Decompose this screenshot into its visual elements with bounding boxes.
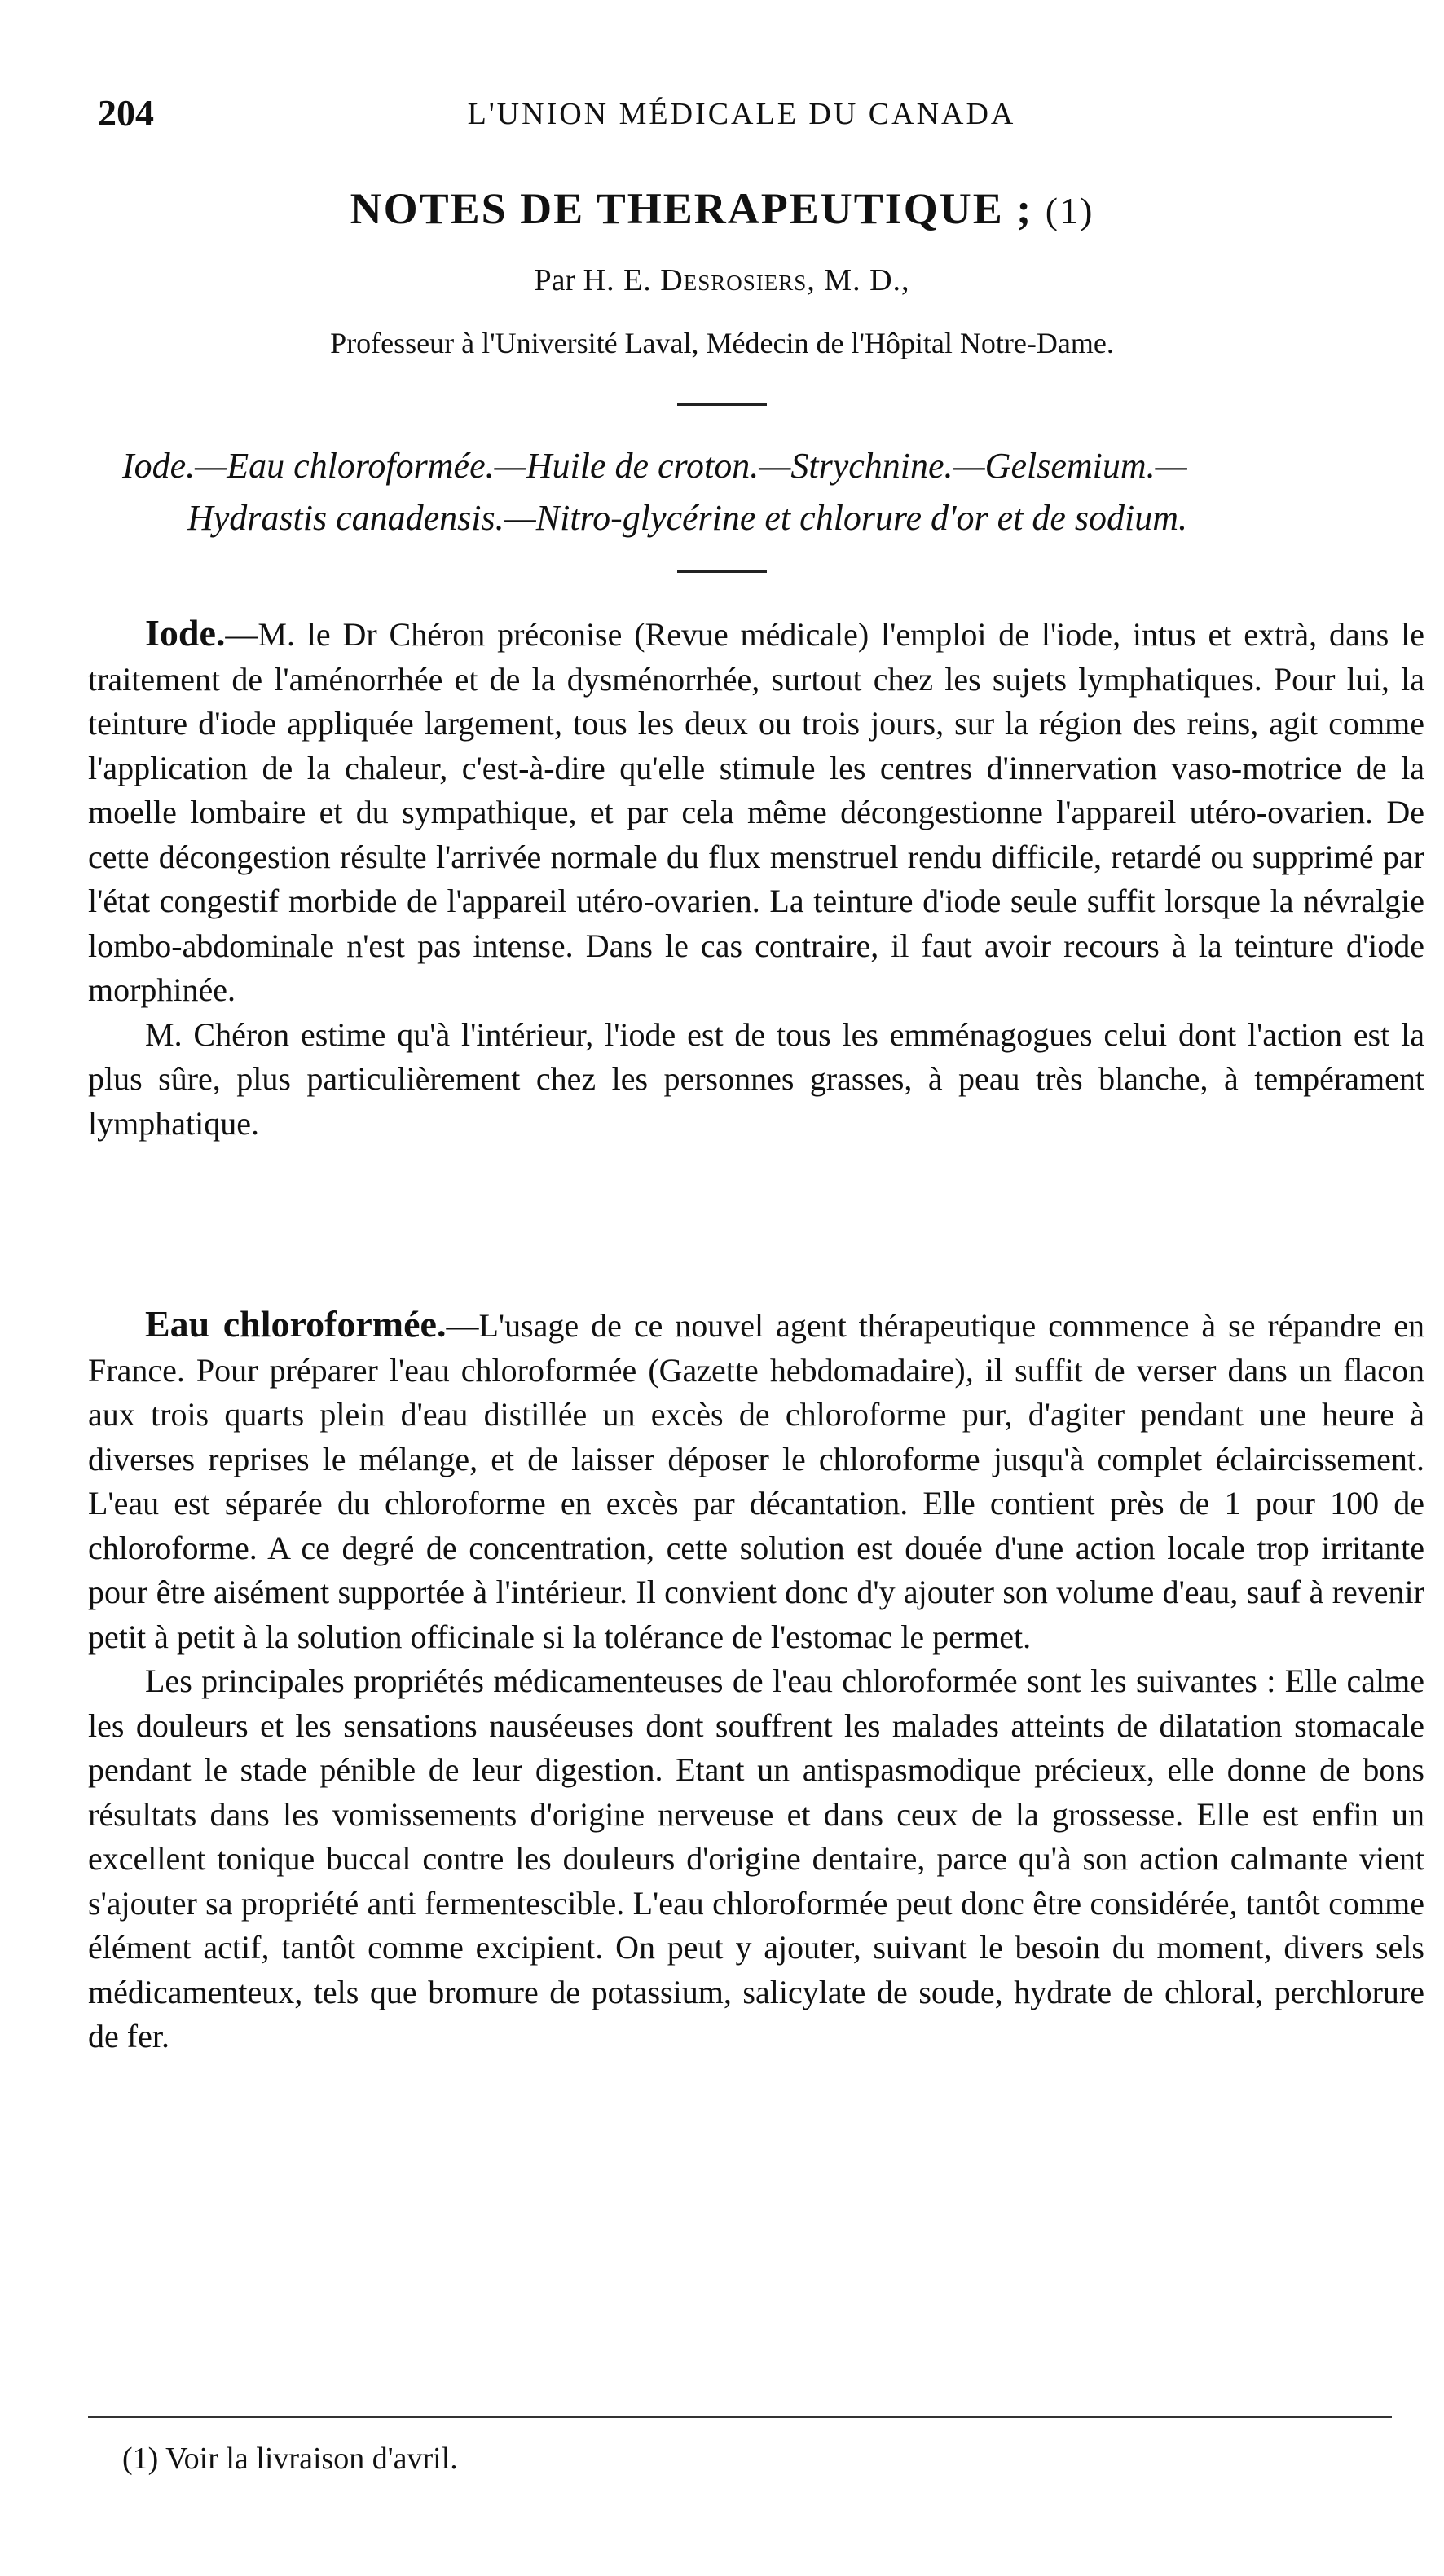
author-name: H. E. Desrosiers, M. D., [583,263,910,297]
article-title-text: NOTES DE THERAPEUTIQUE ; [350,184,1033,233]
section-iode [88,611,1424,1146]
section-heading: Eau chloroformée. [145,1303,447,1345]
section-eau-chloroformee [88,1302,1424,2059]
section-heading: Iode. [145,612,226,654]
divider [677,570,767,573]
summary-line: Hydrastis canadensis.—Nitro-glycérine et chlorure d'or et de sodium. [187,498,1187,538]
article-author [0,262,1444,298]
author-affiliation: Professeur à l'Université Laval, Médecin de l'Hôpital Notre-Dame. [330,327,1114,359]
divider [677,403,767,406]
paragraph [88,1302,1424,1659]
page-header [98,91,1385,148]
footnote: (1) Voir la livraison d'avril. [122,2442,458,2476]
paragraph [88,611,1424,1013]
summary-line: Iode.—Eau chloroformée.—Huile de croton.—Strychnine.—Gelsemium.— [122,446,1187,486]
title-footnote-marker: (1) [1045,190,1094,231]
author-prefix: Par [534,263,576,297]
journal-title: L'UNION MÉDICALE DU CANADA [467,97,1016,131]
paragraph-text: —L'usage de ce nouvel agent thérapeutique commence à se répandre en France. Pour préparer l'eau chloroformée (Gazette hebdomadaire), il suffit de verser dans un flacon aux trois quarts plein d'eau distillée un excès de chloroforme pur, d'agiter pendant une heure à diverses reprises le mélange, et de laisser déposer le chloroforme jusqu'à complet éclaircissement. L'eau est séparée du chloroforme en excès par décantation. Elle contient près de 1 pour 100 de chloroforme. A ce degré de concentration, cette solution est douée d'une action locale trop irritante pour être aisément supportée à l'intérieur. Il convient donc d'y ajouter son volume d'eau, sauf à revenir petit à petit à la solution officinale si la tolérance de l'estomac le permet. [88,1307,1424,1655]
article-summary [122,440,1426,544]
paragraph: M. Chéron estime qu'à l'intérieur, l'iode est de tous les emménagogues celui dont l'action est la plus sûre, plus particulièrement chez les personnes grasses, à peau très blanche, à tempérament lymphatique. [88,1015,1424,1142]
footnote-rule [88,2416,1392,2418]
paragraph-text: —M. le Dr Chéron préconise (Revue médicale) l'emploi de l'iode, intus et extrà, dans le traitement de l'aménorrhée et de la dysménorrhée, surtout chez les sujets lymphatiques. Pour lui, la teinture d'iode appliquée largement, tous les deux ou trois jours, sur la région des reins, agit comme l'application de la chaleur, c'est-à-dire qu'elle stimule les centres d'innervation vaso-motrice de la moelle lombaire et du sympathique, et par cela même décongestionne l'appareil utéro-ovarien. De cette décongestion résulte l'arrivée normale du flux menstruel rendu difficile, retardé ou supprimé par l'état congestif morbide de l'appareil utéro-ovarien. La teinture d'iode seule suffit lorsque la névralgie lombo-abdominale n'est pas intense. Dans le cas contraire, il faut avoir recours à la teinture d'iode morphinée. [88,616,1424,1008]
paragraph: Les principales propriétés médicamenteuses de l'eau chloroformée sont les suivantes : Elle calme les douleurs et les sensations nauséeuses dont souffrent les malades atteints de dilatation stomacale pendant le stade pénible de leur digestion. Etant un antispasmodique précieux, elle donne de bons résultats dans les vomissements d'origine nerveuse et dans ceux de la grossesse. Elle est enfin un excellent tonique buccal contre les douleurs d'origine dentaire, parce qu'à son action calmante vient s'ajouter sa propriété anti fermentescible. L'eau chloroformée peut donc être considérée, tantôt comme élément actif, tantôt comme excipient. On peut y ajouter, suivant le besoin du moment, divers sels médicamenteux, tels que bromure de potassium, salicylate de soude, hydrate de chloral, perchlorure de fer. [88,1662,1424,2054]
page-number: 204 [98,92,154,134]
article-title [0,183,1444,234]
